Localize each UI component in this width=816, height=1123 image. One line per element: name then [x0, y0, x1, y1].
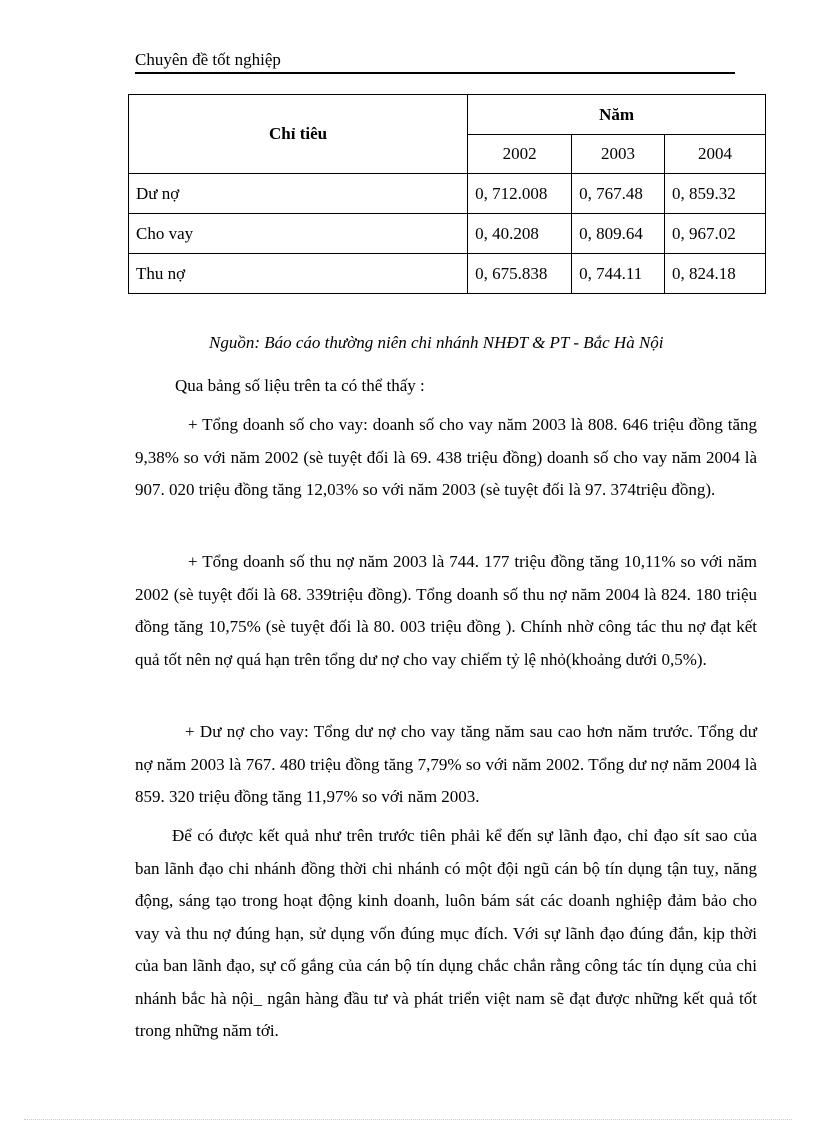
- footer-divider: [24, 1119, 792, 1120]
- table-cell: 0, 767.48: [572, 174, 665, 214]
- table-cell: 0, 40.208: [468, 214, 572, 254]
- table-source-note: Nguồn: Báo cáo thường niên chi nhánh NHĐT & PT - Bắc Hà Nội: [209, 333, 664, 352]
- row-label: Dư nợ: [129, 174, 468, 214]
- header-title: Chuyên đề tốt nghiệp: [135, 50, 281, 69]
- year-header: 2003: [572, 135, 665, 174]
- table-cell: 0, 744.11: [572, 254, 665, 294]
- year-header: 2004: [665, 135, 766, 174]
- table-row: [129, 254, 766, 294]
- loan-volume-paragraph: + Tổng doanh số cho vay: doanh số cho vay năm 2003 là 808. 646 triệu đồng tăng 9,38% so với năm 2002 (sè tuyệt đối là 69. 438 triệu đồng) doanh số cho vay năm 2004 là 907. 020 triệu đồng tăng 12,03% so với năm 2003 (sè tuyệt đối là 97. 374triệu đồng).: [135, 415, 757, 499]
- row-label: Thu nợ: [129, 254, 468, 294]
- table-cell: 0, 859.32: [665, 174, 766, 214]
- table-row: [129, 174, 766, 214]
- year-header: 2002: [468, 135, 572, 174]
- outstanding-loans-paragraph: + Dư nợ cho vay: Tổng dư nợ cho vay tăng năm sau cao hơn năm trước. Tổng dư nợ năm 2003 là 767. 480 triệu đồng tăng 7,79% so với năm 2002. Tổng dư nợ năm 2004 là 859. 320 triệu đồng tăng 11,97% so với năm 2003.: [135, 722, 757, 806]
- table-cell: 0, 675.838: [468, 254, 572, 294]
- conclusion-paragraph: Để có được kết quả như trên trước tiên phải kể đến sự lãnh đạo, chỉ đạo sít sao của ban lãnh đạo chi nhánh đồng thời chi nhánh có một đội ngũ cán bộ tín dụng tận tuỵ, năng động, sáng tạo trong hoạt động kinh doanh, luôn bám sát các doanh nghiệp đảm bảo cho vay và thu nợ đúng hạn, sử dụng vốn đúng mục đích. Với sự lãnh đạo đúng đắn, kịp thời của ban lãnh đạo, sự cố gắng của cán bộ tín dụng chắc chắn rằng công tác tín dụng của chi nhánh bắc hà nội_ ngân hàng đầu tư và phát triển việt nam sẽ đạt được những kết quả tốt trong những năm tới.: [135, 826, 757, 1040]
- table-row: [129, 214, 766, 254]
- row-label: Cho vay: [129, 214, 468, 254]
- table-cell: 0, 967.02: [665, 214, 766, 254]
- data-table: [128, 94, 766, 294]
- table-cell: 0, 712.008: [468, 174, 572, 214]
- table-cell: 0, 809.64: [572, 214, 665, 254]
- table-header-row: [129, 95, 766, 135]
- table-cell: 0, 824.18: [665, 254, 766, 294]
- column-label-header: Chỉ tiêu: [129, 95, 468, 174]
- year-group-header: Năm: [468, 95, 766, 135]
- debt-collection-paragraph: + Tổng doanh số thu nợ năm 2003 là 744. 177 triệu đồng tăng 10,11% so với năm 2002 (sè tuyệt đối là 68. 339triệu đồng). Tổng doanh số thu nợ năm 2004 là 824. 180 triệu đồng tăng 10,75% (sè tuyệt đối là 80. 003 triệu đồng ). Chính nhờ công tác thu nợ đạt kết quả tốt nên nợ quá hạn trên tổng dư nợ cho vay chiếm tỷ lệ nhỏ(khoảng dưới 0,5%).: [135, 552, 757, 669]
- page-header: [135, 48, 735, 74]
- intro-paragraph: Qua bảng số liệu trên ta có thể thấy :: [175, 376, 425, 395]
